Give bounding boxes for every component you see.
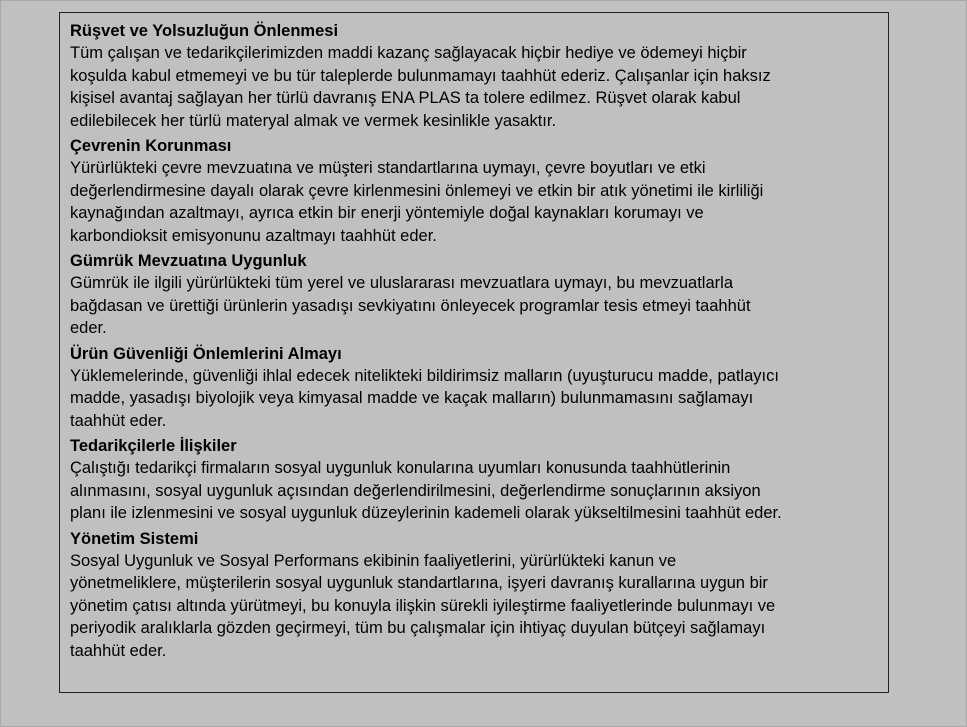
text-line: periyodik aralıklarla gözden geçirmeyi, tüm bu çalışmalar için ihtiyaç duyulan bütçeyi sağlamayı [70,619,766,637]
section-title: Rüşvet ve Yolsuzluğun Önlenmesi [70,22,339,40]
text-line: Çalıştığı tedarikçi firmaların sosyal uygunluk konularına uyumları konusunda taahhütlerinin [70,459,731,477]
section-suppliers [70,436,888,525]
section-title: Ürün Güvenliği Önlemlerini Almayı [70,344,342,363]
text-line: karbondioksit emisyonunu azaltmayı taahhüt eder. [70,226,437,245]
text-line: Gümrük ile ilgili yürürlükteki tüm yerel ve uluslararası mevzuatlara uymayı, bu mevzuatlarla [70,274,733,292]
text-line: madde, yasadışı biyolojik veya kimyasal madde ve kaçak malların) bulunmamasını sağlamayı [70,389,754,407]
text-line: Yüklemelerinde, güvenliği ihlal edecek nitelikteki bildirimsiz malların (uyuşturucu madde, patlayıcı [70,366,779,385]
text-line: Sosyal Uygunluk ve Sosyal Performans ekibinin faaliyetlerini, yürürlükteki kanun ve [70,551,677,570]
section-body [70,272,888,340]
text-line: taahhüt eder. [70,641,167,660]
text-line: taahhüt eder. [70,411,167,430]
text-line: koşulda kabul etmemeyi ve bu tür taleplerde bulunmamayı taahhüt ederiz. Çalışanlar için haksız [70,66,771,85]
section-title: Gümrük Mevzuatına Uygunluk [70,252,307,270]
section-title: Yönetim Sistemi [70,529,199,548]
text-line: yönetmeliklere, müşterilerin sosyal uygunluk standartlarına, işyeri davranış kurallarına uygun bir [70,574,768,592]
section-body [70,157,888,247]
text-line: kişisel avantaj sağlayan her türlü davranış ENA PLAS ta tolere edilmez. Rüşvet olarak kabul [70,89,741,107]
section-customs [70,251,888,340]
text-line: planı ile izlenmesini ve sosyal uygunluk düzeylerinin kademeli olarak yükseltilmesini taahhüt eder. [70,504,782,522]
section-body [70,550,888,663]
text-line: yönetim çatısı altında yürütmeyi, bu konuyla ilişkin sürekli iyileştirme faaliyetlerinde bulunmayı ve [70,596,776,615]
text-line: edilebilecek her türlü materyal almak ve vermek kesinlikle yasaktır. [70,111,557,130]
section-body [70,365,888,433]
text-line: eder. [70,319,107,337]
text-line: bağdasan ve ürettiği ürünlerin yasadışı sevkiyatını önleyecek programlar tesis etmeyi taahhüt [70,296,751,315]
section-bribery [70,21,888,132]
section-title: Çevrenin Korunması [70,137,232,155]
section-management-system [70,529,888,663]
section-body [70,42,888,132]
section-environment [70,136,888,247]
section-product-security [70,344,888,433]
text-line: Yürürlükteki çevre mevzuatına ve müşteri standartlarına uymayı, çevre boyutları ve etki [70,159,706,177]
text-line: alınmasını, sosyal uygunluk açısından değerlendirilmesini, değerlendirme sonuçlarının aksiyon [70,481,761,500]
policy-text-box [59,12,889,693]
text-line: değerlendirmesine dayalı olarak çevre kirlenmesini önlemeyi ve etkin bir atık yönetimi ile kirliliği [70,181,764,200]
text-line: kaynağından azaltmayı, ayrıca etkin bir enerji yöntemiyle doğal kaynakları korumayı ve [70,204,704,222]
section-body [70,457,888,525]
section-title: Tedarikçilerle İlişkiler [70,437,237,455]
text-line: Tüm çalışan ve tedarikçilerimizden maddi kazanç sağlayacak hiçbir hediye ve ödemeyi hiçbir [70,44,747,62]
